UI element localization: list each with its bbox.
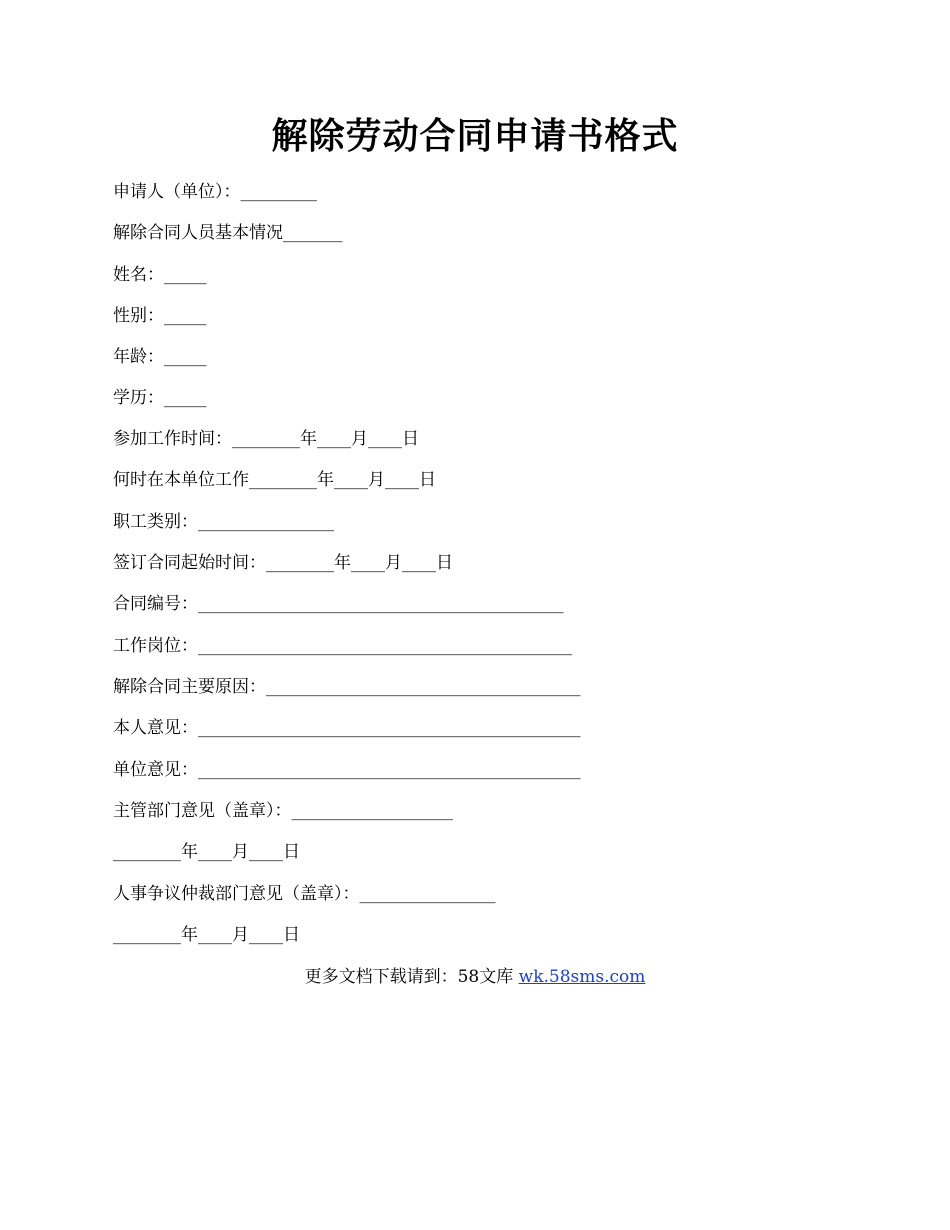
supervisor-opinion-line: 主管部门意见（盖章）：___________________ bbox=[113, 801, 453, 821]
name-line: 姓名：_____ bbox=[113, 265, 207, 285]
footer-link[interactable]: wk.58sms.com bbox=[518, 967, 646, 987]
job-position-line: 工作岗位：____________________________________________ bbox=[113, 636, 572, 656]
applicant-line: 申请人（单位）：_________ bbox=[113, 182, 317, 202]
personal-opinion-line: 本人意见：_____________________________________________ bbox=[113, 718, 581, 738]
worker-category-line: 职工类别：________________ bbox=[113, 512, 334, 532]
supervisor-date-line: ________年____月____日 bbox=[113, 842, 300, 862]
contract-start-date-line: 签订合同起始时间：________年____月____日 bbox=[113, 553, 453, 573]
education-line: 学历：_____ bbox=[113, 388, 207, 408]
basic-info-line: 解除合同人员基本情况_______ bbox=[113, 223, 343, 243]
unit-opinion-line: 单位意见：_____________________________________________ bbox=[113, 760, 581, 780]
arbitration-date-line: ________年____月____日 bbox=[113, 925, 300, 945]
contract-number-line: 合同编号：___________________________________________ bbox=[113, 594, 564, 614]
document-title: 解除劳动合同申请书格式 bbox=[271, 115, 679, 157]
gender-line: 性别：_____ bbox=[113, 306, 207, 326]
work-start-date-line: 参加工作时间：________年____月____日 bbox=[113, 429, 419, 449]
arbitration-opinion-line: 人事争议仲裁部门意见（盖章）：________________ bbox=[113, 884, 496, 904]
footer bbox=[0, 965, 950, 989]
termination-reason-line: 解除合同主要原因：_____________________________________ bbox=[113, 677, 581, 697]
join-unit-date-line: 何时在本单位工作________年____月____日 bbox=[113, 470, 436, 490]
footer-text: 更多文档下载请到：58文库 bbox=[304, 967, 519, 987]
age-line: 年龄：_____ bbox=[113, 347, 207, 367]
